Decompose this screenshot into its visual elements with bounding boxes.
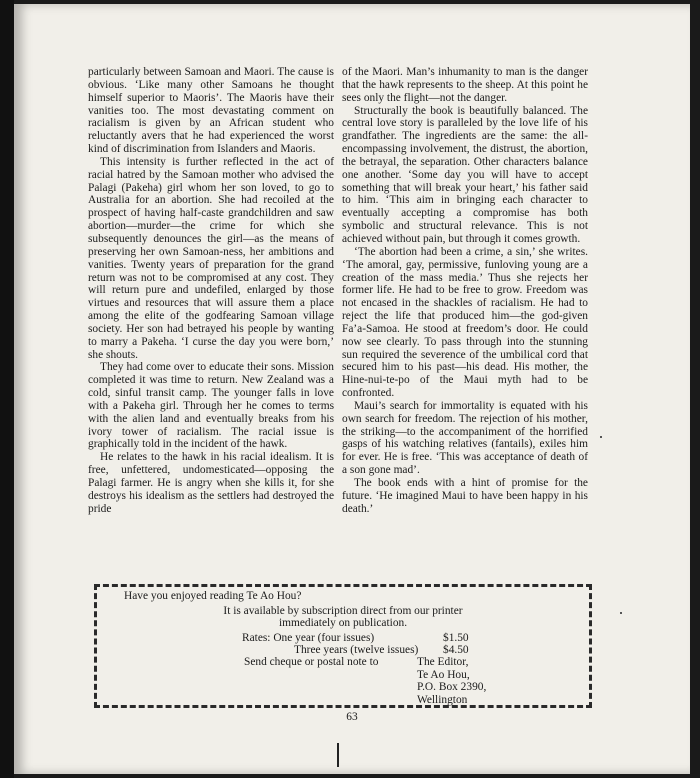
paragraph: The book ends with a hint of promise for the future. ‘He imagined Maui to have been happy in his death.’ xyxy=(342,477,588,515)
subscription-question: Have you enjoyed reading Te Ao Hou? xyxy=(124,590,302,602)
left-column xyxy=(88,66,334,516)
paragraph: particularly between Samoan and Maori. The cause is obvious. ‘Like many other Samoans he thought himself superior to Maoris’. The Maoris have their vanities too. The most devastating comment on racialism is given by an African student who reluctantly avers that he had experienced the worst kind of discrimination from Islanders and Maoris. xyxy=(88,66,334,156)
address-line: Te Ao Hou, xyxy=(417,668,470,681)
rate-one-year-label: Rates: One year (four issues) xyxy=(242,632,375,644)
address-line: P.O. Box 2390, xyxy=(417,681,487,693)
paragraph: ‘The abortion had been a crime, a sin,’ she writes. ‘The amoral, gay, permissive, funloving young are a creation of the mass media.’ Thus she rejects her former life. He had to be free to grow. Freedom was not encased in the shackles of racialism. He had to reject the life that produced him—the god-given Fa’a-Samoa. He stood at freedom’s door. He could now see clearly. To pass through into the stunning sun required the severence of the umbilical cord that secured him to his past—his dead. His mother, the Hine-nui-te-po of the Maui myth had to be confronted. xyxy=(342,245,588,400)
rate-three-years-price: $4.50 xyxy=(443,644,469,656)
dust-speck xyxy=(620,612,622,614)
dust-speck xyxy=(600,436,602,438)
rate-one-year-price: $1.50 xyxy=(443,632,469,644)
subscription-availability: It is available by subscription direct from our printer xyxy=(223,605,463,617)
paragraph: Structurally the book is beautifully balanced. The central love story is paralleled by the love life of his grandfather. The ingredients are the same: the all-encompassing involvement, the distrust, the abortion, the betrayal, the separation. Other characters balance one another. ‘Some day you will have to accept something that will break your heart,’ his father said to him. ‘This aim in bringing each character to eventually accepting a compromise has both symbolic and structural relevance. This is not achieved without pain, but through it comes growth. xyxy=(342,104,588,245)
subscription-availability-cont: immediately on publication. xyxy=(278,617,408,629)
subscription-box xyxy=(94,584,592,708)
paragraph: He relates to the hawk in his racial idealism. It is free, unfettered, undomesticated—opposing the Palagi farmer. He is angry when she kills it, for she destroys his idealism as the settlers had destroyed the pride xyxy=(88,451,334,515)
paragraph: This intensity is further reflected in the act of racial hatred by the Samoan mother who advised the Palagi (Pakeha) girl whom her son loved, to go to Australia for an abortion. She had recoiled at the prospect of having half-caste grandchildren and saw abortion—murder—the crime for which she subsequently denounces the girl—as the means of preserving her own Samoan-ness, her ambitions and vanities. Twenty years of preparation for the grand return was not to be compromised at any cost. They will return pure and undefiled, enlarged by those virtues and resources that will assure them a place among the elite of the godfearing Samoan village society. Her son had betrayed his people by wanting to marry a Pakeha. ‘I curse the day you were born,’ she shouts. xyxy=(88,155,334,361)
right-column xyxy=(342,66,588,516)
book-page xyxy=(14,4,690,774)
paragraph: of the Maori. Man’s inhumanity to man is the danger that the hawk represents to the sheep. At this point he sees only the flight—not the danger. xyxy=(342,66,588,104)
book-binding-edge xyxy=(0,0,14,778)
page-number: 63 xyxy=(346,711,358,723)
rate-three-years-label: Three years (twelve issues) xyxy=(294,644,419,656)
send-instruction: Send cheque or postal note to xyxy=(244,656,379,668)
address-line: Wellington xyxy=(417,693,468,706)
paragraph: They had come over to educate their sons. Mission completed it was time to return. New Zealand was a cold, sinful transit camp. The younger falls in love with a Pakeha girl. Through her he comes to terms with the alien land and eventually breaks from his ivory tower of racialism. The racial issue is graphically told in the incident of the hawk. xyxy=(88,361,334,451)
editor-address xyxy=(417,656,486,706)
crop-mark xyxy=(337,743,339,767)
address-line: The Editor, xyxy=(417,656,469,668)
paragraph: Maui’s search for immortality is equated with his own search for freedom. The rejection of his mother, the striking—to the accompaniment of the horrified gasps of his watching relatives (fantails), exiles him for ever. He is free. ‘This was acceptance of death of a son gone mad’. xyxy=(342,399,588,477)
